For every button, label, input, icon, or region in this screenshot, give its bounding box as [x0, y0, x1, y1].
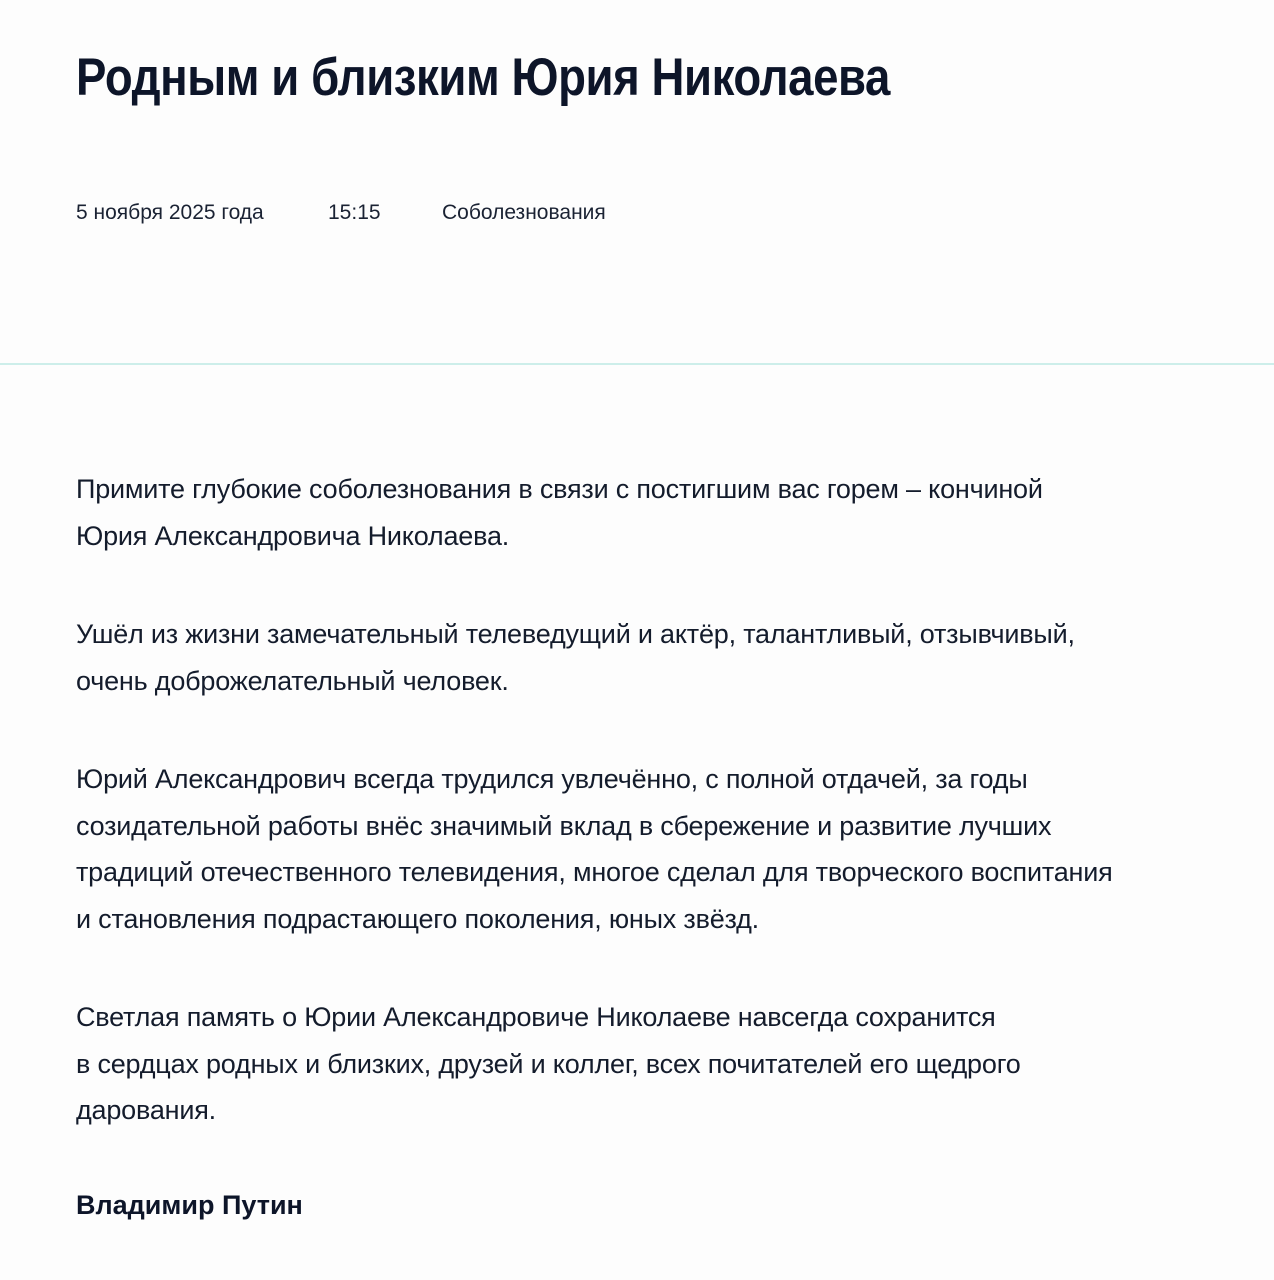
text-line: Примите глубокие соболезнования в связи с постигшим вас горем – кончиной [76, 474, 1043, 504]
text-line: Юрия Александровича Николаева. [76, 520, 510, 551]
category-link[interactable]: Соболезнования [442, 201, 606, 224]
section-divider [0, 363, 1274, 365]
paragraph-4 [76, 994, 1236, 1134]
text-line: Юрий Александрович всегда трудился увлечённо, с полной отдачей, за годы [76, 764, 1028, 794]
publish-time: 15:15 [328, 201, 381, 224]
page-title: Родным и близким Юрия Николаева [76, 48, 890, 107]
text-line: в сердцах родных и близких, друзей и коллег, всех почитателей его щедрого [76, 1048, 1021, 1079]
text-line: дарования. [76, 1095, 216, 1125]
text-line: традиций отечественного телевидения, многое сделал для творческого воспитания [76, 857, 1113, 887]
text-line: и становления подрастающего поколения, юных звёзд. [76, 903, 759, 934]
text-line: Ушёл из жизни замечательный телеведущий и актёр, талантливый, отзывчивый, [76, 619, 1075, 649]
text-line: созидательной работы внёс значимый вклад в сбережение и развитие лучших [76, 810, 1052, 841]
paragraph-3 [76, 756, 1236, 942]
article-body [76, 466, 1236, 1186]
publish-date: 5 ноября 2025 года [76, 201, 264, 224]
paragraph-2 [76, 611, 1236, 704]
text-line: Светлая память о Юрии Александровиче Николаеве навсегда сохранится [76, 1002, 996, 1032]
paragraph-1 [76, 466, 1236, 559]
signature: Владимир Путин [76, 1190, 303, 1220]
article-meta [76, 199, 606, 227]
text-line: очень доброжелательный человек. [76, 665, 509, 696]
